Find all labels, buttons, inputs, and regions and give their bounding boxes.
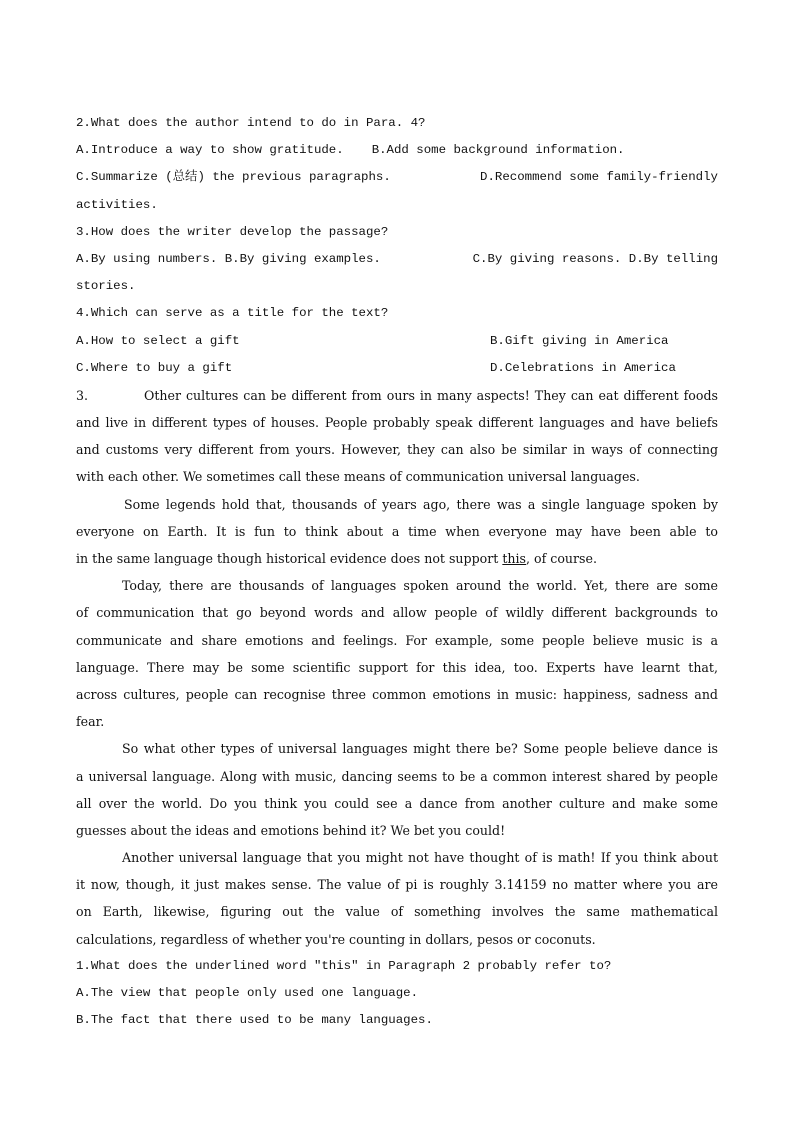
- passage-line: communicate and share emotions and feelings. For example, some people believe music is a: [76, 632, 718, 648]
- passage-line: a universal language. Along with music, dancing seems to be a common interest shared by people: [76, 768, 718, 784]
- question-4-options-ab: [76, 328, 718, 355]
- passage-3-paragraph-5-line-1: Another universal language that you might not have thought of is math! If you think about: [122, 850, 718, 866]
- question-3-options-ab: A.By using numbers. B.By giving examples.: [76, 251, 381, 266]
- passage-line: across cultures, people can recognise three common emotions in music: happiness, sadness and: [76, 686, 718, 702]
- question-4-option-c: C.Where to buy a gift: [76, 360, 233, 375]
- question-3-options-cd: C.By giving reasons. D.By telling: [472, 251, 718, 266]
- passage-line: calculations, regardless of whether you're counting in dollars, pesos or coconuts.: [76, 931, 596, 947]
- passage-line: of communication that go beyond words and allow people of wildly different backgrounds to: [76, 605, 718, 621]
- passage-3-question-1-option-b: B.The fact that there used to be many languages.: [76, 1013, 433, 1028]
- question-2-option-d-continued: activities.: [76, 197, 158, 212]
- passage-line: it now, though, it just makes sense. The value of pi is roughly 3.14159 no matter where you are: [76, 877, 718, 893]
- underlined-word-this: this: [502, 551, 527, 566]
- question-3-options: [76, 246, 718, 273]
- question-4-option-b: B.Gift giving in America: [490, 333, 669, 348]
- passage-number: 3.: [76, 387, 89, 403]
- question-2-options-cd: [76, 164, 718, 191]
- question-2: 2.What does the author intend to do in Para. 4?: [76, 116, 426, 130]
- question-4-option-d: D.Celebrations in America: [490, 360, 676, 375]
- passage-3-question-1: 1.What does the underlined word "this" in Paragraph 2 probably refer to?: [76, 958, 612, 973]
- question-2-option-a: A.Introduce a way to show gratitude.: [76, 143, 344, 158]
- passage-3-paragraph-2-last-line: in the same language though historical evidence does not support this, of course.: [76, 551, 597, 566]
- passage-line: with each other. We sometimes call these means of communication universal languages.: [76, 469, 640, 485]
- question-2-option-c: C.Summarize (总结) the previous paragraphs.: [76, 170, 391, 185]
- passage-line: and live in different types of houses. People probably speak different languages and have beliefs: [76, 415, 718, 431]
- passage-line: on Earth, likewise, figuring out the value of something involves the same mathematical: [76, 904, 718, 920]
- passage-3-paragraph-2-line-1: Some legends hold that, thousands of years ago, there was a single language spoken by: [124, 496, 718, 512]
- question-2-options-ab: [76, 137, 718, 164]
- question-3: 3.How does the writer develop the passage?: [76, 224, 389, 239]
- passage-3-paragraph-1-line-1: 3. Other cultures can be different from ours in many aspects! They can eat different foods: [76, 387, 718, 403]
- question-4: 4.Which can serve as a title for the text?: [76, 306, 389, 321]
- question-4-options-cd: [76, 355, 718, 382]
- passage-line: fear.: [76, 714, 105, 730]
- passage-line: and customs very different from yours. However, they can also be similar in ways of connecting: [76, 442, 718, 458]
- passage-line: language. There may be some scientific support for this idea, too. Experts have learnt that,: [76, 659, 718, 675]
- passage-line: guesses about the ideas and emotions behind it? We bet you could!: [76, 822, 506, 838]
- document-page: [76, 110, 718, 1034]
- passage-line: all over the world. Do you think you could see a dance from another culture and make some: [76, 795, 718, 811]
- question-4-option-a: A.How to select a gift: [76, 333, 240, 348]
- passage-line: everyone on Earth. It is fun to think about a time when everyone may have been able to: [76, 523, 718, 539]
- passage-3-paragraph-3-line-1: Today, there are thousands of languages spoken around the world. Yet, there are some: [122, 578, 718, 594]
- question-2-option-b: B.Add some background information.: [371, 143, 625, 158]
- question-3-option-d-continued: stories.: [76, 279, 136, 294]
- question-2-option-d: D.Recommend some family-friendly: [480, 170, 718, 185]
- passage-3-question-1-option-a: A.The view that people only used one language.: [76, 986, 419, 1000]
- passage-3-paragraph-4-line-1: So what other types of universal languages might there be? Some people believe dance is: [122, 741, 718, 757]
